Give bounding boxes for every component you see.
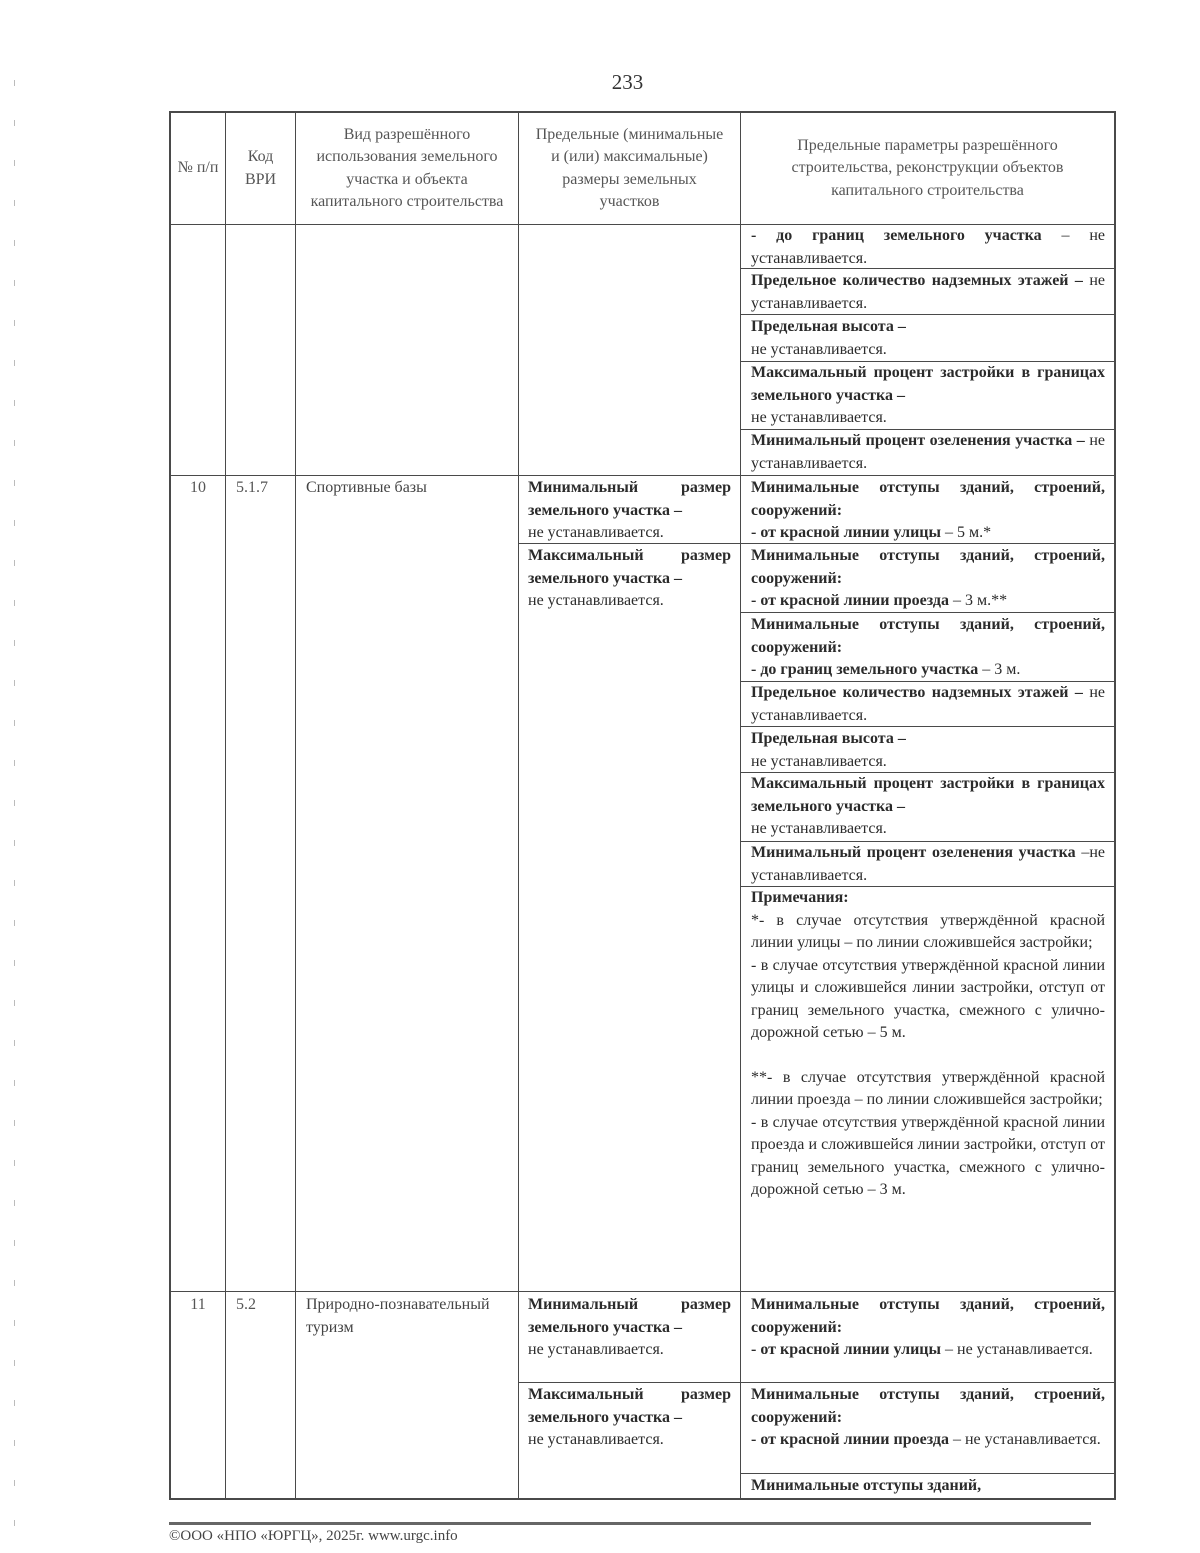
param-label: Минимальные отступы зданий, строений, сооружений:: [751, 1386, 1105, 1426]
header-plot-sizes: [519, 113, 740, 224]
param-label: Минимальные отступы зданий,: [751, 1477, 982, 1494]
param-cell: [751, 477, 1105, 545]
param-cell: [751, 316, 1105, 361]
header-code: [226, 113, 295, 224]
param-cell: [751, 225, 1105, 270]
note-item: - в случае отсутствия утверждённой красной линии улицы и сложившейся линии застройки, отступ от границ земельного участка, смежного с улично-дорожной сетью – 5 м.: [751, 956, 1105, 1041]
param-value: – 5 м.*: [941, 524, 992, 541]
param-value: – не устанавливается.: [948, 1431, 1101, 1448]
note-item: **- в случае отсутствия утверждённой красной линии проезда – по линии сложившейся застройки;: [751, 1068, 1105, 1108]
min-size-label: Минимальный размер земельного участка –: [528, 1296, 731, 1336]
param-cell: [751, 545, 1105, 613]
param-value: не устанавливается.: [751, 752, 887, 770]
param-value: –не устанавливается.: [751, 844, 1105, 884]
row-use-name: Спортивные базы: [306, 479, 427, 496]
param-value: – не устанавливается.: [751, 227, 1105, 267]
max-size-label: Максимальный размер земельного участка –: [528, 547, 731, 587]
page-number: 233: [611, 70, 644, 94]
param-value: не устанавливается.: [751, 820, 887, 837]
min-size-label: Минимальный размер земельного участка –: [528, 479, 731, 519]
param-cell: [751, 614, 1105, 682]
row-divider: [169, 475, 1116, 476]
footer-copyright: ©ООО «НПО «ЮРГЦ», 2025г. www.urgc.info: [169, 1528, 458, 1544]
scan-margin-marks: [14, 80, 15, 1540]
max-size-cell: [528, 1384, 731, 1452]
min-size-cell: [528, 477, 731, 545]
param-value: не устанавливается.: [751, 340, 887, 358]
row-code: 5.2: [236, 1296, 256, 1313]
header-code-text: Код ВРИ: [244, 148, 277, 188]
param-label: Минимальные отступы зданий, строений, сооружений:: [751, 479, 1105, 519]
param-label: - до границ земельного участка: [751, 227, 1042, 244]
cell-divider: [740, 1473, 1116, 1474]
row-divider: [169, 1291, 1116, 1292]
header-use-type: [296, 113, 518, 224]
header-use-type-text: Вид разрешённого использования земельного участка и объекта капитального строительства: [310, 125, 504, 210]
row-number: 10: [190, 479, 206, 496]
min-size-value: не устанавливается.: [528, 524, 664, 541]
row-code: 5.1.7: [236, 479, 268, 496]
param-sub: - от красной линии проезда: [751, 592, 949, 609]
row-number: 11: [190, 1296, 206, 1313]
param-value: – 3 м.: [978, 661, 1021, 678]
header-params-text: Предельные параметры разрешённого строительства, реконструкции объектов капитального строительства: [791, 136, 1064, 199]
param-value: – не устанавливается.: [941, 1341, 1093, 1358]
param-label: Минимальные отступы зданий, строений, сооружений:: [751, 1296, 1105, 1336]
param-label: Максимальный процент застройки в границах земельного участка –: [751, 775, 1105, 815]
note-item: *- в случае отсутствия утверждённой красной линии улицы – по линии сложившейся застройки;: [751, 911, 1105, 951]
param-cell: [751, 1294, 1105, 1362]
param-value: не устанавливается.: [751, 272, 1105, 312]
min-size-cell: [528, 1294, 731, 1362]
max-size-value: не устанавливается.: [528, 592, 664, 609]
cell-divider: [740, 1382, 1116, 1383]
param-value: – 3 м.**: [948, 592, 1008, 609]
param-cell: [751, 270, 1105, 315]
param-cell: [751, 682, 1105, 727]
header-num-text: № п/п: [177, 159, 219, 177]
footer-rule: [169, 1522, 1091, 1525]
param-label: Минимальный процент озеленения участка –: [751, 432, 1085, 449]
notes-title: Примечания:: [751, 889, 849, 906]
header-plot-sizes-text: Предельные (минимальные и (или) максимальные) размеры земельных участков: [535, 125, 724, 210]
param-label: Минимальный процент озеленения участка: [751, 844, 1076, 861]
max-size-label: Максимальный размер земельного участка –: [528, 1386, 731, 1426]
param-cell: [751, 362, 1105, 430]
header-params: [741, 113, 1114, 224]
param-value: не устанавливается.: [751, 432, 1105, 472]
param-label: Предельная высота –: [751, 318, 906, 335]
table-border-bottom: [169, 1498, 1116, 1500]
param-label: Предельное количество надземных этажей –: [751, 684, 1083, 701]
max-size-value: не устанавливается.: [528, 1431, 664, 1448]
param-value: не устанавливается.: [751, 684, 1105, 724]
cell-divider: [518, 1382, 741, 1383]
param-cell: [751, 728, 1105, 773]
param-cell: [751, 773, 1105, 841]
min-size-value: не устанавливается.: [528, 1341, 664, 1358]
note-item: - в случае отсутствия утверждённой красной линии проезда и сложившейся линии застройки, отступ от границ земельного участка, смежного с улично-дорожной сетью – 3 м.: [751, 1113, 1105, 1198]
param-label: Минимальные отступы зданий, строений, сооружений:: [751, 616, 1105, 656]
param-label: Максимальный процент застройки в границах земельного участка –: [751, 364, 1105, 404]
param-value: не устанавливается.: [751, 409, 887, 426]
param-label: Предельное количество надземных этажей –: [751, 272, 1083, 289]
param-cell: [751, 1475, 1105, 1498]
row-use-name: Природно-познавательный туризм: [306, 1296, 490, 1336]
param-sub: - от красной линии улицы: [751, 1341, 941, 1358]
param-cell: [751, 842, 1105, 887]
max-size-cell: [528, 545, 731, 613]
param-sub: - от красной линии проезда: [751, 1431, 949, 1448]
param-label: Минимальные отступы зданий, строений, сооружений:: [751, 547, 1105, 587]
param-cell: [751, 430, 1105, 475]
notes-cell: [751, 887, 1105, 1202]
param-sub: - от красной линии улицы: [751, 524, 941, 541]
param-label: Предельная высота –: [751, 730, 906, 747]
param-cell: [751, 1384, 1105, 1452]
regulations-table: [169, 111, 1116, 1500]
header-num: [171, 113, 225, 224]
param-sub: - до границ земельного участка: [751, 661, 979, 678]
